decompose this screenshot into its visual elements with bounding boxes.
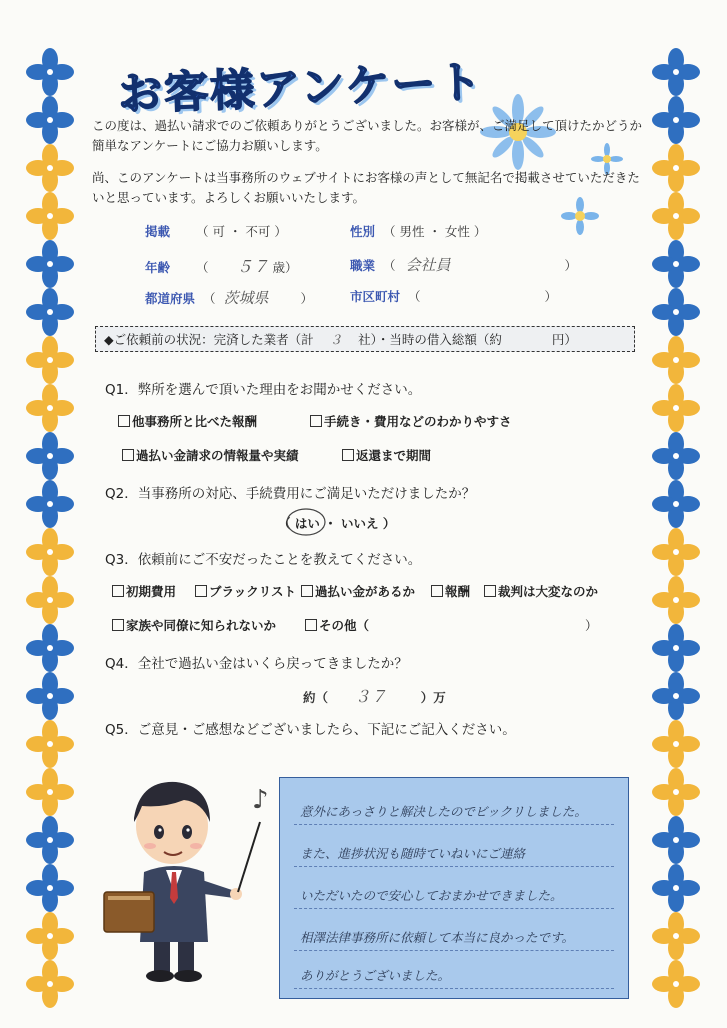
border-quatrefoil	[26, 528, 74, 576]
border-quatrefoil	[26, 576, 74, 624]
svg-text:♪: ♪	[252, 785, 269, 815]
border-quatrefoil	[26, 240, 74, 288]
pref-value: 茨城県	[223, 289, 269, 307]
situation-count: ３	[329, 332, 343, 347]
gender-options: （ 男性 ・ 女性 ）	[383, 224, 487, 239]
comment-line: 相澤法律事務所に依頼して本当に良かったです。	[300, 930, 575, 945]
q2-question: Q2．当事務所の対応、手続費用にご満足いただけましたか？	[105, 486, 476, 502]
border-quatrefoil	[652, 240, 700, 288]
border-quatrefoil	[652, 720, 700, 768]
border-quatrefoil	[652, 144, 700, 192]
job-label: 職業	[350, 258, 376, 273]
border-quatrefoil	[26, 960, 74, 1008]
q1-option[interactable]: 手続き・費用などのわかりやすさ	[310, 412, 512, 430]
border-quatrefoil	[26, 384, 74, 432]
border-quatrefoil	[26, 864, 74, 912]
q3-option[interactable]: 家族や同僚に知られないか	[112, 616, 276, 634]
checkbox-icon	[112, 585, 124, 597]
checkbox-icon	[118, 415, 130, 427]
answer-circle-mark	[283, 505, 329, 541]
situation-prefix: ◆ご依頼前の状況：完済した業者（計	[104, 332, 314, 347]
border-quatrefoil	[652, 480, 700, 528]
comment-line: いただいたので安心しておまかせできました。	[300, 888, 563, 903]
checkbox-icon	[122, 449, 134, 461]
q4-answer-row	[303, 684, 446, 707]
border-quatrefoil	[652, 960, 700, 1008]
situation-suffix: 円）	[551, 332, 577, 347]
border-quatrefoil	[26, 720, 74, 768]
border-quatrefoil	[26, 672, 74, 720]
checkbox-icon	[112, 619, 124, 631]
border-quatrefoil	[652, 288, 700, 336]
lawyer-character-illustration	[92, 760, 272, 990]
border-quatrefoil	[26, 288, 74, 336]
comment-line: また、進捗状況も随時ていねいにご連絡	[300, 846, 526, 861]
page-title: お客様アンケート	[117, 56, 485, 121]
age-value: ５７	[236, 257, 269, 276]
border-quatrefoil	[26, 144, 74, 192]
comment-line: 意外にあっさりと解決したのでビックリしました。	[300, 804, 587, 819]
q5-question: Q5．ご意見・ご感想などございましたら、下記にご記入ください。	[105, 722, 516, 738]
intro-paragraph-1: この度は、過払い請求でのご依頼ありがとうございました。お客様が、ご満足して頂けたかどうか簡単なアンケートにご協力お願いします。	[92, 118, 643, 153]
border-quatrefoil	[652, 864, 700, 912]
age-row: 年齢 （ ５７ 歳）	[145, 257, 298, 276]
gender-label: 性別	[350, 224, 376, 239]
q1-question: Q1．弊所を選んで頂いた理由をお聞かせください。	[105, 382, 422, 398]
job-row: 職業 （ 会社員 ）	[350, 256, 578, 274]
checkbox-icon	[484, 585, 496, 597]
border-quatrefoil	[26, 192, 74, 240]
q4-question: Q4．全社で過払い金はいくら戻ってきましたか？	[105, 656, 408, 672]
decorative-border-left	[26, 48, 74, 1008]
border-quatrefoil	[26, 912, 74, 960]
keisai-row	[145, 222, 287, 240]
q3-option[interactable]: 報酬	[431, 582, 470, 600]
pref-label: 都道府県	[145, 291, 196, 306]
q3-question: Q3．依頼前にご不安だったことを教えてください。	[105, 552, 422, 568]
situation-middle: 社）・当時の借入総額（約	[358, 332, 502, 347]
q1-option[interactable]: 返還まで期間	[342, 446, 431, 464]
border-quatrefoil	[26, 336, 74, 384]
border-quatrefoil	[652, 912, 700, 960]
q3-option[interactable]: ブラックリスト	[195, 582, 296, 600]
border-quatrefoil	[26, 432, 74, 480]
border-quatrefoil	[652, 816, 700, 864]
border-quatrefoil	[26, 624, 74, 672]
q3-option-other[interactable]: その他（ ）	[305, 616, 598, 634]
q1-option[interactable]: 過払い金請求の情報量や実績	[122, 446, 299, 464]
q1-option[interactable]: 他事務所と比べた報酬	[118, 412, 257, 430]
checkbox-icon	[431, 585, 443, 597]
border-quatrefoil	[652, 96, 700, 144]
border-quatrefoil	[652, 432, 700, 480]
border-quatrefoil	[26, 768, 74, 816]
intro-paragraph-2: 尚、このアンケートは当事務所のウェブサイトにお客様の声として無記名で掲載させていただきたいと思っています。よろしくお願いいたします。	[92, 170, 640, 205]
checkbox-icon	[342, 449, 354, 461]
border-quatrefoil	[26, 816, 74, 864]
border-quatrefoil	[26, 480, 74, 528]
border-quatrefoil	[652, 768, 700, 816]
q3-option[interactable]: 裁判は大変なのか	[484, 582, 598, 600]
border-quatrefoil	[26, 96, 74, 144]
q2-answer[interactable]: （ はい ・ いいえ ）	[278, 516, 396, 531]
gender-row	[350, 222, 486, 240]
age-unit: 歳）	[272, 260, 298, 275]
q4-suffix: ）万	[420, 690, 446, 705]
decorative-border-right	[652, 48, 700, 1008]
age-label: 年齢	[145, 260, 171, 275]
city-row: 市区町村 （ ）	[350, 289, 558, 304]
pref-row: 都道府県 （ 茨城県 ）	[145, 289, 314, 307]
city-label: 市区町村	[350, 289, 401, 304]
border-quatrefoil	[652, 192, 700, 240]
checkbox-icon	[310, 415, 322, 427]
border-quatrefoil	[652, 48, 700, 96]
checkbox-icon	[301, 585, 313, 597]
checkbox-icon	[305, 619, 317, 631]
keisai-options: （ 可 ・ 不可 ）	[196, 224, 287, 239]
checkbox-icon	[195, 585, 207, 597]
border-quatrefoil	[652, 576, 700, 624]
border-quatrefoil	[652, 528, 700, 576]
border-quatrefoil	[652, 384, 700, 432]
border-quatrefoil	[652, 624, 700, 672]
border-quatrefoil	[26, 48, 74, 96]
situation-box	[95, 326, 635, 352]
comment-line: ありがとうございました。	[300, 968, 451, 983]
q4-prefix: 約（	[303, 690, 329, 705]
job-value: 会社員	[405, 256, 451, 274]
border-quatrefoil	[652, 336, 700, 384]
keisai-label: 掲載	[145, 224, 171, 239]
comments-box[interactable]	[279, 777, 629, 999]
q4-value: ３７	[354, 687, 387, 706]
border-quatrefoil	[652, 672, 700, 720]
q3-option[interactable]: 過払い金があるか	[301, 582, 415, 600]
q3-option[interactable]: 初期費用	[112, 582, 176, 600]
